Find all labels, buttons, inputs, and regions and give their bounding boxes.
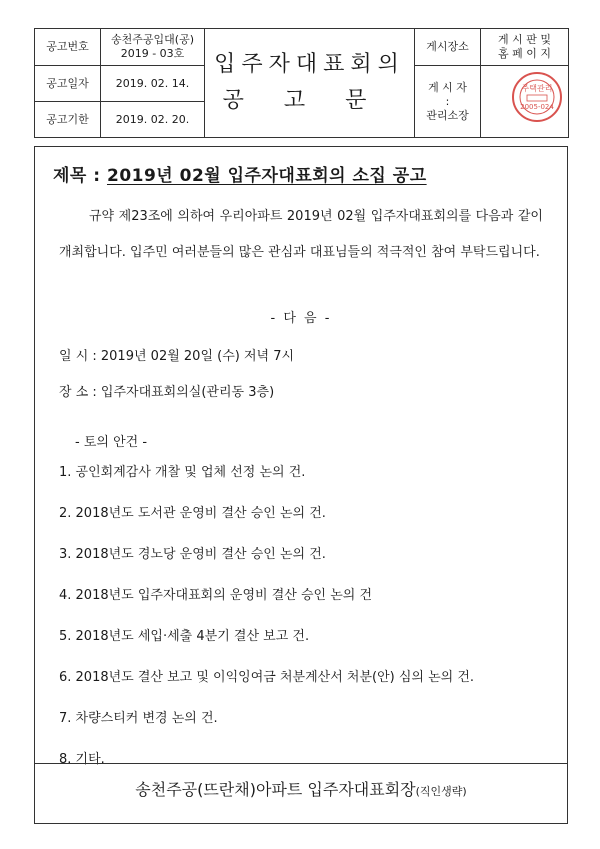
agenda-item: 7. 차량스티커 변경 논의 건. — [59, 711, 218, 726]
notice-date-value: 2019. 02. 14. — [101, 66, 205, 102]
notice-date-label: 공고일자 — [35, 66, 101, 102]
agenda-item: 1. 공인회계감사 개찰 및 업체 선정 논의 건. — [59, 465, 306, 480]
meeting-date: 일 시 : 2019년 02월 20일 (수) 저녁 7시 — [59, 349, 295, 364]
subject-title: 2019년 02월 입주자대표회의 소집 공고 — [106, 166, 427, 186]
seal-cell — [481, 66, 569, 138]
subject-prefix: 제목 : — [53, 166, 107, 186]
notice-period-label: 공고기한 — [35, 102, 101, 138]
section-heading-da-eum: - 다 음 - — [270, 311, 332, 326]
signature-note: (직인생략) — [415, 785, 467, 798]
agenda-heading: - 토의 안건 - — [75, 435, 148, 450]
notice-no-label: 공고번호 — [35, 29, 101, 66]
svg-text:2005-024: 2005-024 — [520, 103, 554, 111]
agenda-list — [59, 452, 474, 780]
post-place-value: 게 시 판 및 홈 페 이 지 — [481, 29, 569, 66]
agenda-item: 6. 2018년도 결산 보고 및 이익잉여금 처분계산서 처분(안) 심의 논의 건. — [59, 670, 475, 685]
intro-paragraph: 규약 제23조에 의하여 우리아파트 2019년 02월 입주자대표회의를 다음과 같이 개최합니다. 입주민 여러분들의 많은 관심과 대표님들의 적극적인 참여 부탁드립니다. — [59, 209, 543, 260]
official-seal-icon — [510, 70, 564, 124]
title-line-2: 공고문 — [222, 88, 407, 113]
signature-name: 송천주공(뜨란채)아파트 입주자대표회장 — [135, 780, 416, 799]
post-place-label: 게시장소 — [415, 29, 481, 66]
notice-header-table — [34, 28, 569, 138]
notice-body — [34, 146, 568, 824]
document-title — [205, 29, 415, 138]
agenda-item: 4. 2018년도 입주자대표회의 운영비 결산 승인 논의 건 — [59, 588, 373, 603]
poster-label: 게 시 자 : 관리소장 — [415, 66, 481, 138]
signature-line — [35, 777, 567, 800]
agenda-item: 2. 2018년도 도서관 운영비 결산 승인 논의 건. — [59, 506, 326, 521]
meeting-place: 장 소 : 입주자대표회의실(관리동 3층) — [59, 385, 275, 400]
agenda-item: 5. 2018년도 세입·세출 4분기 결산 보고 건. — [59, 629, 310, 644]
title-line-1: 입주자대표회의 — [214, 52, 405, 77]
footer-divider — [35, 763, 567, 764]
agenda-item: 8. 기타. — [59, 752, 105, 767]
subject-line — [53, 161, 427, 186]
agenda-item: 3. 2018년도 경노당 운영비 결산 승인 논의 건. — [59, 547, 326, 562]
svg-text:주택관리: 주택관리 — [521, 84, 553, 93]
notice-period-value: 2019. 02. 20. — [101, 102, 205, 138]
notice-no-value: 송천주공입대(공) 2019 - 03호 — [101, 29, 205, 66]
